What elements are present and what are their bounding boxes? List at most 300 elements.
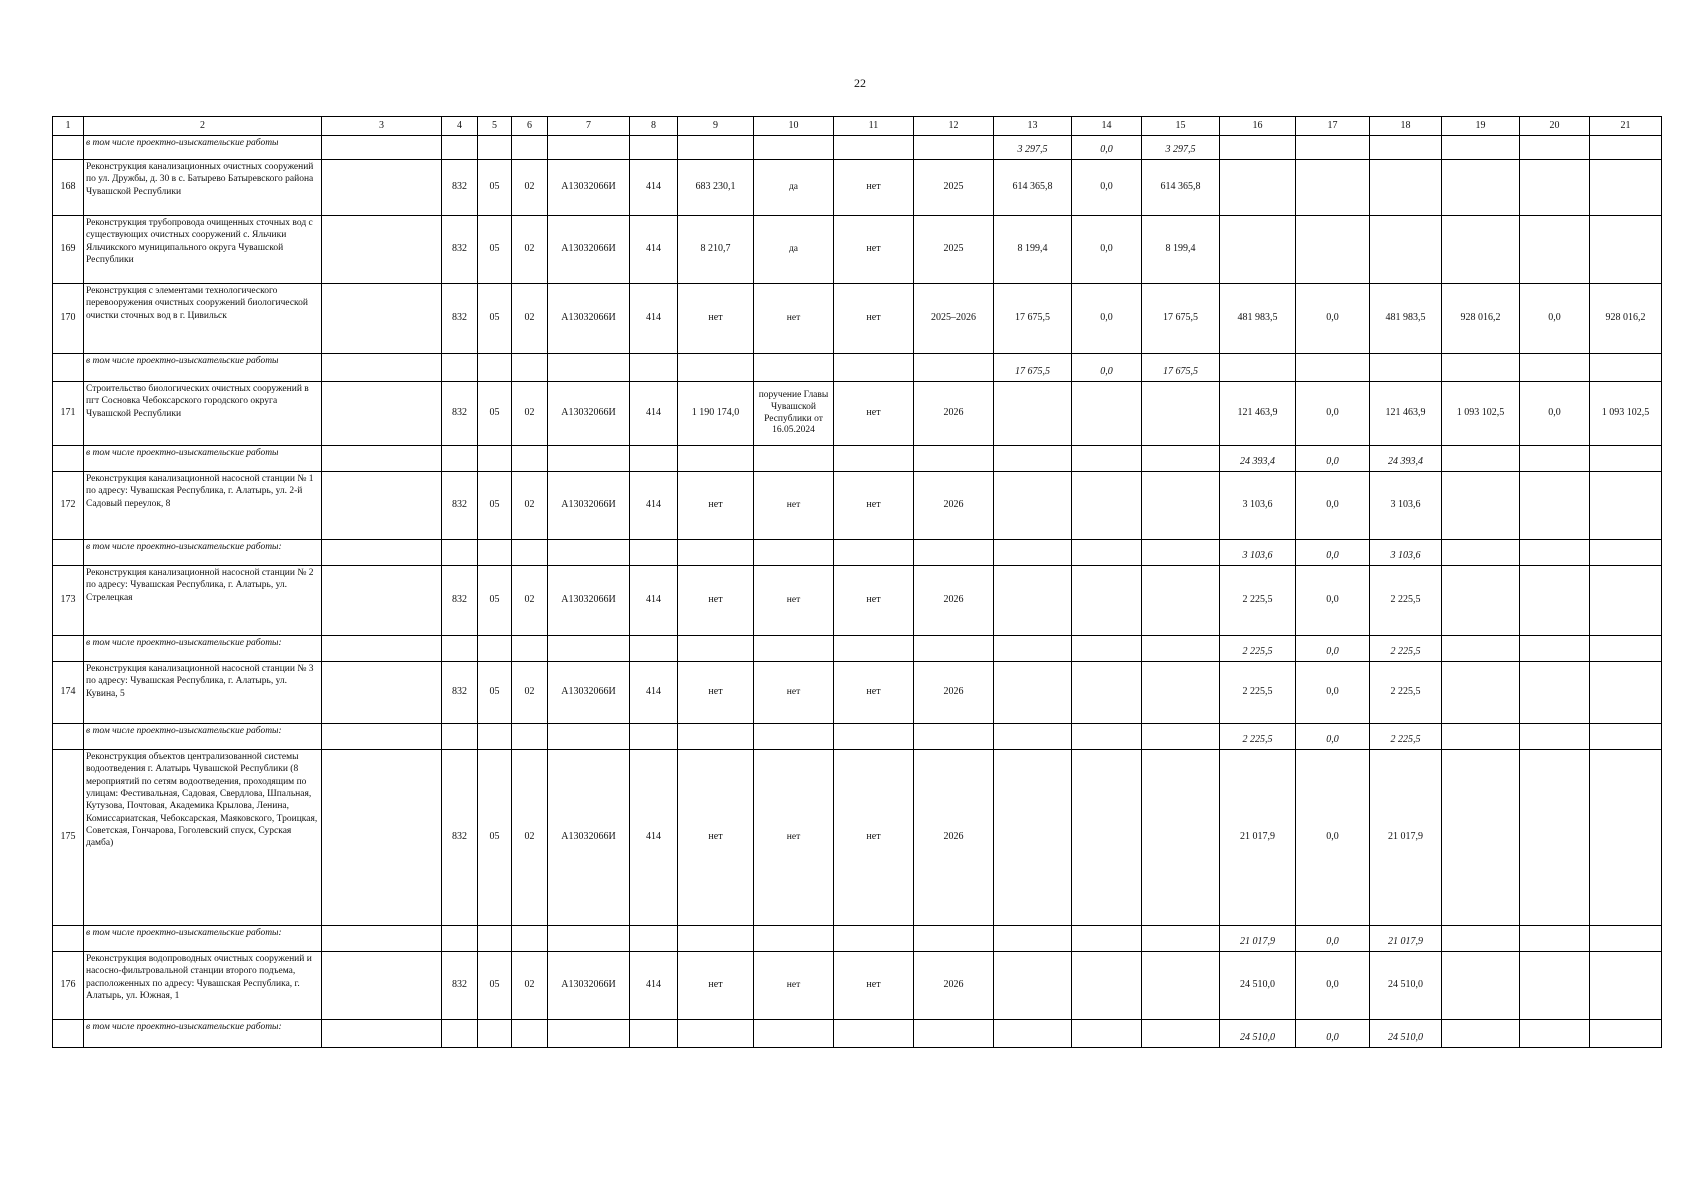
table-row [53,160,1662,216]
table-cell: нет [834,952,914,1020]
table-row [53,566,1662,636]
table-cell [1590,952,1662,1020]
object-name-cell: в том числе проектно-изыскательские работы: [84,1020,322,1048]
table-cell [1520,750,1590,926]
table-cell [1442,636,1520,662]
table-cell [1220,216,1296,284]
table-cell: 24 510,0 [1370,952,1442,1020]
row-number-cell: 176 [53,952,84,1020]
subtotal-row [53,354,1662,382]
table-cell: 21 017,9 [1220,926,1296,952]
table-cell: 0,0 [1072,284,1142,354]
table-cell [1442,136,1520,160]
table-cell: 1 093 102,5 [1590,382,1662,446]
object-name-cell: в том числе проектно-изыскательские работы [84,136,322,160]
table-cell: 8 210,7 [678,216,754,284]
table-cell: 3 103,6 [1370,472,1442,540]
row-number-cell [53,446,84,472]
column-header-17: 17 [1296,117,1370,136]
subtotal-row [53,926,1662,952]
table-cell [512,926,548,952]
table-cell: 832 [442,662,478,724]
table-cell: 2025–2026 [914,284,994,354]
table-cell [1370,354,1442,382]
table-cell [1142,1020,1220,1048]
table-cell [1442,446,1520,472]
table-cell [1520,446,1590,472]
table-cell: 0,0 [1520,284,1590,354]
table-cell [478,1020,512,1048]
table-cell: нет [834,662,914,724]
table-cell: 0,0 [1296,472,1370,540]
table-cell [994,1020,1072,1048]
table-cell [994,446,1072,472]
table-cell [322,354,442,382]
table-cell: А13032066И [548,160,630,216]
table-cell [914,354,994,382]
table-cell: нет [834,382,914,446]
table-cell [834,540,914,566]
data-table [52,116,1662,1048]
table-cell: 2026 [914,472,994,540]
table-cell [1142,382,1220,446]
table-cell: А13032066И [548,662,630,724]
table-cell [1072,926,1142,952]
table-cell [442,136,478,160]
table-cell: 832 [442,160,478,216]
table-cell: 2 225,5 [1370,662,1442,724]
table-cell: 3 297,5 [994,136,1072,160]
table-cell [442,636,478,662]
table-cell [754,724,834,750]
table-cell [478,540,512,566]
object-name-cell: Реконструкция объектов централизованной системы водоотведения г. Алатырь Чувашской Республики (8 мероприятий по сетям водоотведения, проходящим по улицам: Фестивальная, Садовая, Свердлова, Шпальная, Кутузова, Почтовая, Академика Крылова, Ленина, Комиссариатская, Чебоксарская, Маяковского, Троицкая, Советская, Гончарова, Гоголевский спуск, Сурская дамба) [84,750,322,926]
table-cell [1520,566,1590,636]
page-number: 22 [854,76,866,90]
row-number-cell: 168 [53,160,84,216]
table-cell [548,446,630,472]
table-cell: 02 [512,472,548,540]
table-cell: 0,0 [1072,354,1142,382]
table-cell: 928 016,2 [1442,284,1520,354]
table-cell [1296,160,1370,216]
table-cell: 2026 [914,662,994,724]
table-cell: 832 [442,284,478,354]
table-cell [630,1020,678,1048]
column-header-13: 13 [994,117,1072,136]
table-cell: 24 510,0 [1220,1020,1296,1048]
table-cell [1442,354,1520,382]
table-cell [1590,636,1662,662]
table-cell: 02 [512,952,548,1020]
table-cell: 2026 [914,382,994,446]
table-cell [678,1020,754,1048]
table-cell: 24 393,4 [1220,446,1296,472]
table-cell [1590,926,1662,952]
row-number-cell: 169 [53,216,84,284]
table-cell [1296,354,1370,382]
table-cell [478,724,512,750]
table-cell: 414 [630,662,678,724]
table-cell [548,636,630,662]
column-header-1: 1 [53,117,84,136]
table-cell [914,136,994,160]
table-cell [1520,636,1590,662]
table-cell [1142,724,1220,750]
row-number-cell: 172 [53,472,84,540]
table-cell [1220,354,1296,382]
object-name-cell: Строительство биологических очистных сооружений в пгт Сосновка Чебоксарского городского округа Чувашской Республики [84,382,322,446]
object-name-cell: Реконструкция с элементами технологического перевооружения очистных сооружений биологической очистки сточных вод в г. Цивильск [84,284,322,354]
table-cell: нет [678,662,754,724]
table-cell: нет [834,216,914,284]
table-cell: 2026 [914,750,994,926]
object-name-cell: Реконструкция канализационной насосной станции № 2 по адресу: Чувашская Республика, г. Алатырь, ул. Стрелецкая [84,566,322,636]
table-cell: 2026 [914,952,994,1020]
table-cell [1072,382,1142,446]
table-cell [1142,662,1220,724]
table-cell [914,446,994,472]
table-cell [322,540,442,566]
table-cell: нет [678,750,754,926]
table-cell: А13032066И [548,750,630,926]
table-cell: 2 225,5 [1220,662,1296,724]
table-cell [1072,750,1142,926]
row-number-cell: 171 [53,382,84,446]
table-cell [1520,136,1590,160]
object-name-cell: в том числе проектно-изыскательские работы: [84,926,322,952]
table-cell [1520,1020,1590,1048]
table-cell [1142,926,1220,952]
table-cell: 21 017,9 [1370,750,1442,926]
table-cell: 05 [478,566,512,636]
column-header-6: 6 [512,117,548,136]
table-cell [630,540,678,566]
table-row [53,472,1662,540]
table-cell [994,724,1072,750]
table-cell [1142,566,1220,636]
table-cell [630,724,678,750]
table-cell [1442,1020,1520,1048]
table-cell: 17 675,5 [1142,354,1220,382]
table-cell: А13032066И [548,284,630,354]
table-cell: 02 [512,566,548,636]
table-cell [1590,216,1662,284]
table-cell [512,136,548,160]
column-header-2: 2 [84,117,322,136]
table-cell: 414 [630,382,678,446]
table-cell [754,446,834,472]
table-cell [442,926,478,952]
table-cell [322,382,442,446]
column-header-20: 20 [1520,117,1590,136]
table-cell [678,136,754,160]
table-cell [1072,636,1142,662]
table-cell [1590,724,1662,750]
table-cell [478,354,512,382]
table-cell [754,540,834,566]
table-cell [1072,472,1142,540]
subtotal-row [53,446,1662,472]
table-cell [630,636,678,662]
table-cell: 928 016,2 [1590,284,1662,354]
table-cell: 8 199,4 [994,216,1072,284]
table-cell [1442,926,1520,952]
table-cell [322,566,442,636]
object-name-cell: в том числе проектно-изыскательские работы: [84,540,322,566]
table-cell [512,724,548,750]
table-cell [1296,136,1370,160]
table-cell [512,1020,548,1048]
column-header-21: 21 [1590,117,1662,136]
table-cell [1442,566,1520,636]
table-cell [322,724,442,750]
table-cell: 1 093 102,5 [1442,382,1520,446]
column-header-18: 18 [1370,117,1442,136]
table-cell: 481 983,5 [1370,284,1442,354]
table-cell [322,926,442,952]
table-cell [994,566,1072,636]
table-cell: 414 [630,750,678,926]
table-cell: 832 [442,216,478,284]
table-cell: 17 675,5 [994,354,1072,382]
column-header-4: 4 [442,117,478,136]
table-cell [322,952,442,1020]
table-cell: нет [834,750,914,926]
row-number-cell [53,636,84,662]
table-cell: 05 [478,952,512,1020]
table-cell: 414 [630,952,678,1020]
table-cell: 832 [442,472,478,540]
table-cell: 05 [478,382,512,446]
table-cell: нет [678,952,754,1020]
table-cell: А13032066И [548,472,630,540]
table-cell: 414 [630,216,678,284]
row-number-cell: 174 [53,662,84,724]
column-header-3: 3 [322,117,442,136]
table-cell [630,446,678,472]
table-cell [322,1020,442,1048]
table-cell [678,446,754,472]
table-cell: нет [834,472,914,540]
table-cell [1072,566,1142,636]
table-cell: 0,0 [1296,952,1370,1020]
table-cell: 21 017,9 [1370,926,1442,952]
table-cell [548,724,630,750]
table-cell [442,724,478,750]
table-cell [914,926,994,952]
column-header-15: 15 [1142,117,1220,136]
table-cell: 0,0 [1520,382,1590,446]
table-cell: 414 [630,160,678,216]
table-cell [754,136,834,160]
table-cell: нет [754,284,834,354]
table-cell: 02 [512,750,548,926]
column-header-8: 8 [630,117,678,136]
table-cell: 0,0 [1296,284,1370,354]
table-cell: 414 [630,472,678,540]
table-cell [1590,1020,1662,1048]
table-cell [1590,354,1662,382]
table-cell [994,750,1072,926]
table-cell [1142,636,1220,662]
table-row [53,216,1662,284]
table-cell: нет [834,284,914,354]
table-cell [1370,160,1442,216]
table-cell: 05 [478,662,512,724]
row-number-cell [53,540,84,566]
table-cell [994,540,1072,566]
row-number-cell [53,354,84,382]
table-cell [914,1020,994,1048]
table-cell [322,636,442,662]
table-cell: 121 463,9 [1370,382,1442,446]
table-cell [1142,952,1220,1020]
table-cell [754,926,834,952]
column-header-5: 5 [478,117,512,136]
table-cell [512,446,548,472]
table-cell: 2025 [914,160,994,216]
column-header-12: 12 [914,117,994,136]
table-cell: 0,0 [1296,926,1370,952]
table-cell [478,446,512,472]
table-cell [1520,952,1590,1020]
table-cell: 832 [442,952,478,1020]
table-cell: 0,0 [1072,160,1142,216]
table-cell: А13032066И [548,566,630,636]
table-cell: 2 225,5 [1370,724,1442,750]
table-cell [1520,354,1590,382]
table-cell [1442,750,1520,926]
table-cell [994,662,1072,724]
table-cell [630,926,678,952]
table-cell: 05 [478,472,512,540]
table-cell [548,926,630,952]
table-cell [834,136,914,160]
table-cell: 1 190 174,0 [678,382,754,446]
table-cell: 0,0 [1296,540,1370,566]
row-number-cell [53,724,84,750]
table-cell [1142,540,1220,566]
object-name-cell: Реконструкция трубопровода очищенных сточных вод с существующих очистных сооружений с. Яльчики Яльчикского муниципального округа Чувашской Республики [84,216,322,284]
object-name-cell: Реконструкция канализационной насосной станции № 1 по адресу: Чувашская Республика, г. Алатырь, ул. 2-й Садовый переулок, 8 [84,472,322,540]
table-cell: 02 [512,662,548,724]
table-cell: 3 103,6 [1370,540,1442,566]
table-cell: 24 510,0 [1370,1020,1442,1048]
table-cell [1142,750,1220,926]
row-number-cell: 170 [53,284,84,354]
object-name-cell: в том числе проектно-изыскательские работы [84,446,322,472]
table-cell [678,540,754,566]
table-cell [1590,566,1662,636]
table-cell: 3 103,6 [1220,472,1296,540]
table-cell [1296,216,1370,284]
object-name-cell: Реконструкция водопроводных очистных сооружений и насосно-фильтровальной станции второго подъема, расположенных по адресу: Чувашская Республика, г. Алатырь, ул. Южная, 1 [84,952,322,1020]
table-cell: 481 983,5 [1220,284,1296,354]
table-cell [914,636,994,662]
table-cell [1142,472,1220,540]
table-cell: нет [834,160,914,216]
subtotal-row [53,540,1662,566]
table-cell [478,636,512,662]
table-cell: нет [834,566,914,636]
table-cell: 2 225,5 [1370,566,1442,636]
table-cell [994,952,1072,1020]
table-cell: 0,0 [1296,1020,1370,1048]
column-header-11: 11 [834,117,914,136]
table-cell [678,926,754,952]
row-number-cell [53,926,84,952]
table-cell [1220,136,1296,160]
table-cell [1442,662,1520,724]
table-cell [1590,446,1662,472]
table-row [53,750,1662,926]
table-cell: поручение Главы Чувашской Республики от 16.05.2024 [754,382,834,446]
table-cell [548,540,630,566]
table-cell [322,216,442,284]
object-name-cell: Реконструкция канализационных очистных сооружений по ул. Дружбы, д. 30 в с. Батырево Батыревского района Чувашской Республики [84,160,322,216]
table-cell [322,160,442,216]
table-cell: 24 393,4 [1370,446,1442,472]
object-name-cell: в том числе проектно-изыскательские работы [84,354,322,382]
table-cell [754,636,834,662]
table-cell [512,636,548,662]
table-cell: 2 225,5 [1220,724,1296,750]
table-cell [834,636,914,662]
column-header-9: 9 [678,117,754,136]
table-cell: нет [754,566,834,636]
table-cell: 0,0 [1296,382,1370,446]
table-cell: 05 [478,216,512,284]
table-cell: 0,0 [1072,136,1142,160]
table-row [53,662,1662,724]
row-number-cell: 175 [53,750,84,926]
table-cell: 3 103,6 [1220,540,1296,566]
table-cell [548,354,630,382]
table-cell [630,136,678,160]
table-cell [1590,472,1662,540]
table-cell: 614 365,8 [1142,160,1220,216]
table-cell [1590,662,1662,724]
object-name-cell: в том числе проектно-изыскательские работы: [84,724,322,750]
table-cell [994,636,1072,662]
table-cell [442,446,478,472]
table-cell [1590,160,1662,216]
subtotal-row [53,724,1662,750]
table-cell: 0,0 [1072,216,1142,284]
column-header-16: 16 [1220,117,1296,136]
row-number-cell: 173 [53,566,84,636]
table-cell [1442,160,1520,216]
table-cell: 683 230,1 [678,160,754,216]
table-cell [1142,446,1220,472]
table-cell: нет [754,662,834,724]
table-cell: 02 [512,216,548,284]
table-cell [322,136,442,160]
table-cell [1370,136,1442,160]
table-cell: нет [678,284,754,354]
table-cell [1590,136,1662,160]
object-name-cell: Реконструкция канализационной насосной станции № 3 по адресу: Чувашская Республика, г. Алатырь, ул. Кувина, 5 [84,662,322,724]
table-cell [678,724,754,750]
table-cell: 0,0 [1296,750,1370,926]
table-cell [1442,472,1520,540]
table-cell [834,724,914,750]
subtotal-row [53,1020,1662,1048]
header-row [53,117,1662,136]
table-cell: 0,0 [1296,636,1370,662]
table-cell [478,136,512,160]
